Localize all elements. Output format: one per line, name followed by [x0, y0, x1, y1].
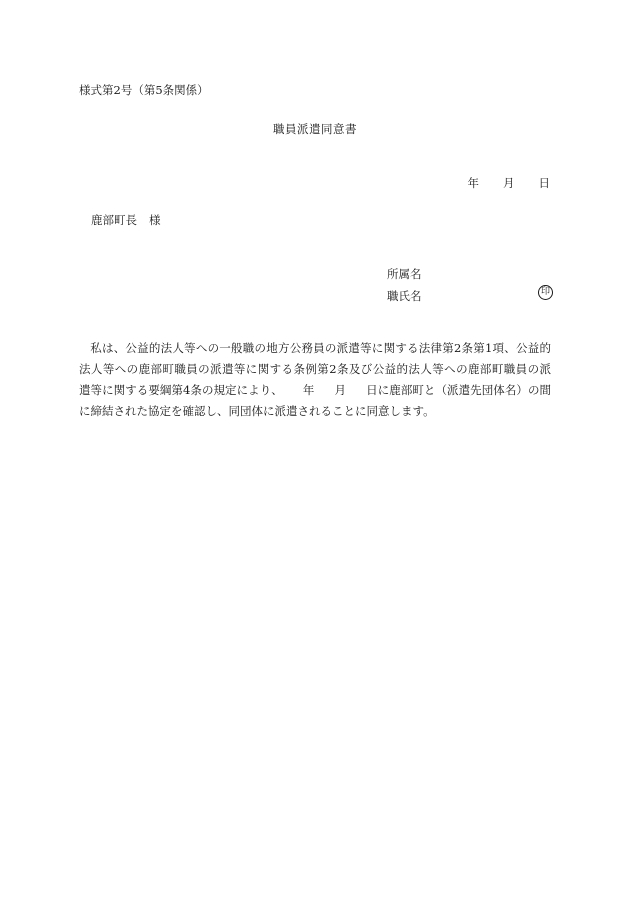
body-line-1: 私は、公益的法人等への一般職の地方公務員の派遣等に関する法律第2条第1項、公益的 — [90, 341, 551, 355]
form-number: 様式第2号（第5条関係） — [79, 83, 209, 97]
addressee-honorific: 様 — [149, 213, 161, 227]
body-line-3: 遣等に関する要綱第4条の規定により、 年 月 日に鹿部町と（派遣先団体名）の間 — [79, 383, 552, 397]
name-label: 職氏名 — [387, 289, 422, 303]
addressee-name: 鹿部町長 — [91, 213, 137, 227]
date-day-label: 日 — [538, 176, 550, 190]
dept-label: 所属名 — [387, 267, 422, 281]
consent-body — [79, 338, 551, 422]
date-year-label: 年 — [467, 176, 479, 190]
date-line — [468, 175, 551, 191]
addressee — [91, 212, 161, 228]
body-line-2: 法人等への鹿部町職員の派遣等に関する条例第2条及び公益的法人等への鹿部町職員の派 — [79, 362, 551, 376]
date-month-label: 月 — [503, 176, 515, 190]
document-title: 職員派遣同意書 — [273, 122, 357, 136]
seal-mark: 印 — [538, 285, 553, 300]
body-line-4: に締結された協定を確認し、同団体に派遣されることに同意します。 — [79, 404, 435, 418]
